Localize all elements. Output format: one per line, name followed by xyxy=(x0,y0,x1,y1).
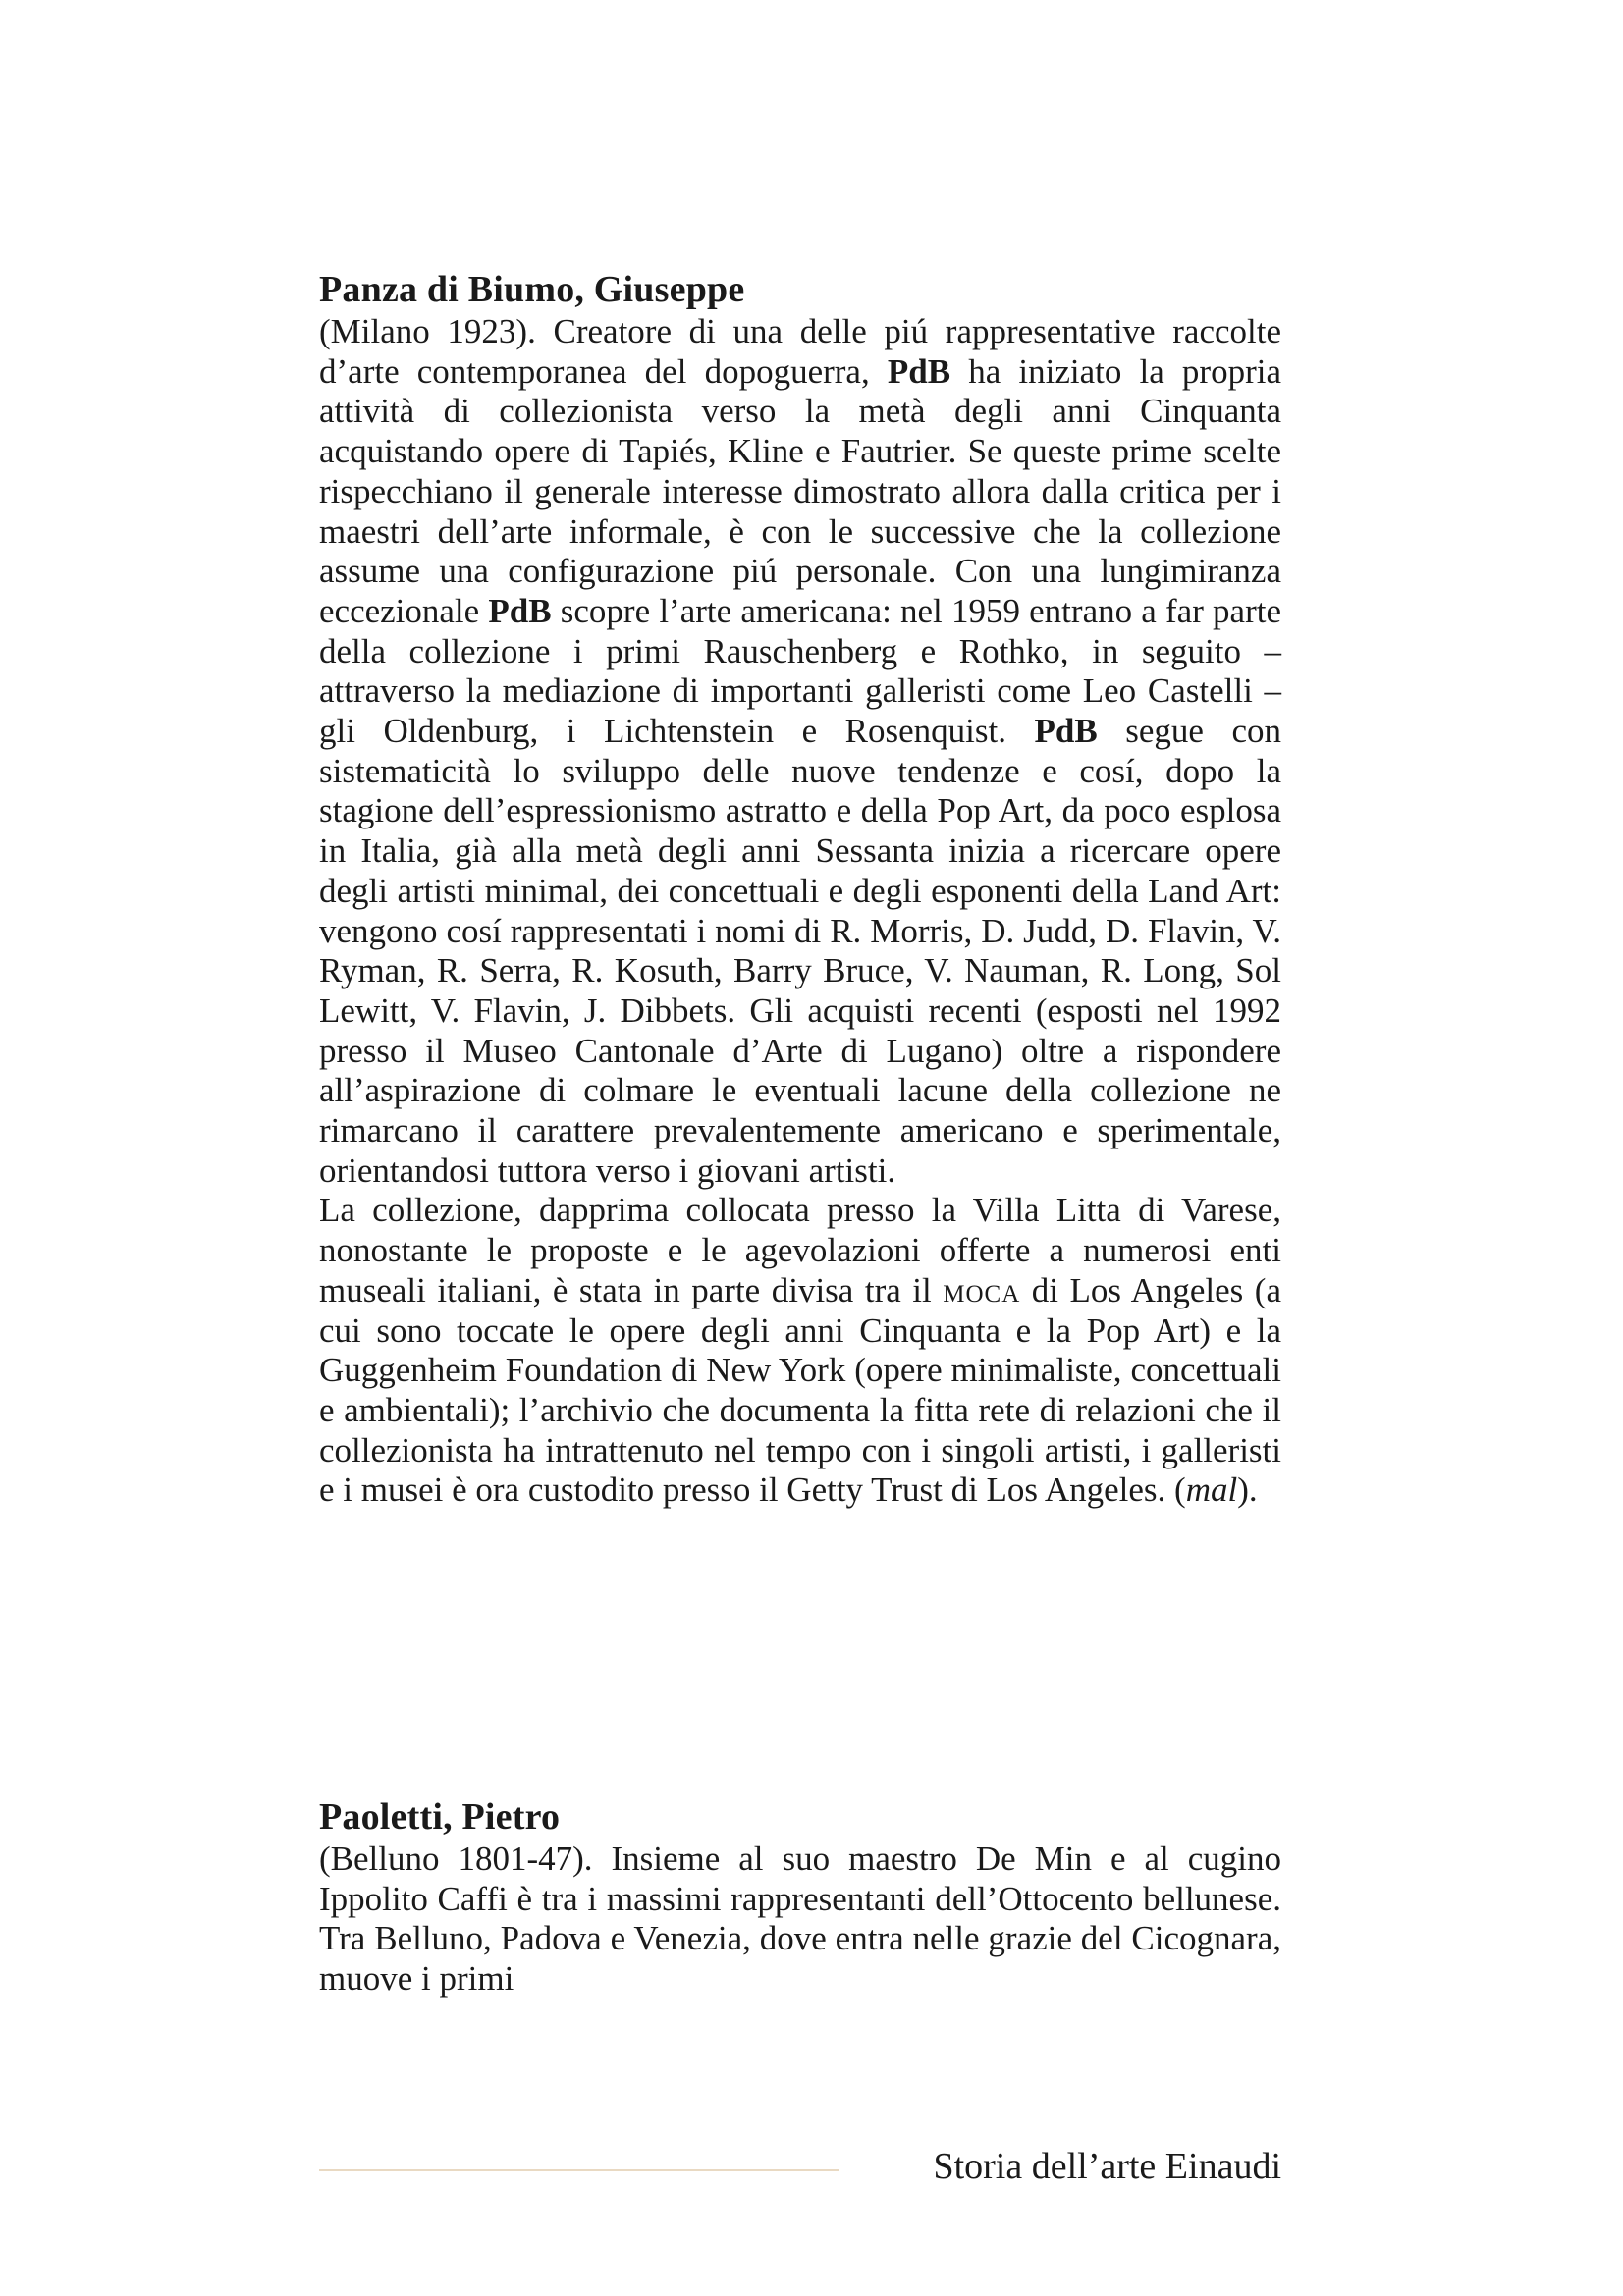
footer-publisher: Storia dell’arte Einaudi xyxy=(933,2146,1281,2187)
text-run: ha iniziato la propria attività di collezionista verso la metà degli anni Cinquanta acquistando opere di Tapiés, Kline e Fautrier. Se queste prime scelte rispecchiano il generale interesse dimostrato allora dalla critica per i maestri dell’arte informale, è con le successive che la collezione assume una configurazione piú personale. Con una lungimiranza eccezionale xyxy=(319,351,1281,630)
entry-title: Panza di Biumo, Giuseppe xyxy=(319,269,745,310)
abbreviation-pdb: PdB xyxy=(1034,712,1098,751)
page-footer xyxy=(319,2144,1281,2193)
entry-paragraph xyxy=(319,1191,1281,1511)
abbreviation-pdb: PdB xyxy=(887,351,951,391)
entry-panza-di-biumo xyxy=(319,267,1281,1511)
page-content xyxy=(319,267,1281,1999)
text-run: La collezione, dapprima collocata presso la Villa Litta di Varese, nonostante le proposte e le agevolazioni offerte a numerosi enti museali italiani, è stata in parte divisa tra il xyxy=(319,1191,1281,1309)
text-run: (Milano 1923). Creatore di una delle piú rappresentative raccolte d’arte contemporanea del dopoguerra, xyxy=(319,312,1281,391)
entry-title: Paoletti, Pietro xyxy=(319,1796,561,1838)
abbreviation-moca: moca xyxy=(943,1270,1021,1309)
text-run: ). xyxy=(1237,1470,1258,1510)
author-initials: mal xyxy=(1185,1470,1238,1510)
footer-rule xyxy=(319,2169,839,2171)
abbreviation-pdb: PdB xyxy=(488,591,552,630)
entry-paragraph xyxy=(319,312,1281,1191)
entry-paoletti xyxy=(319,1794,1281,2000)
text-run: segue con sistematicità lo sviluppo delle nuove tendenze e cosí, dopo la stagione dell’espressionismo astratto e della Pop Art, da poco esplosa in Italia, già alla metà degli anni Sessanta inizia a ricercare opere degli artisti minimal, dei concettuali e degli esponenti della Land Art: vengono cosí rappresentati i nomi di R. Morris, D. Judd, D. Flavin, V. Ryman, R. Serra, R. Kosuth, Barry Bruce, V. Nauman, R. Long, Sol Lewitt, V. Flavin, J. Dibbets. Gli acquisti recenti (esposti nel 1992 presso il Museo Cantonale d’Arte di Lugano) oltre a rispondere all’aspirazione di colmare le eventuali lacune della collezione ne rimarcano il carattere prevalentemente americano e sperimentale, orientandosi tuttora verso i giovani artisti. xyxy=(319,712,1281,1190)
entry-paragraph: (Belluno 1801-47). Insieme al suo maestro De Min e al cugino Ippolito Caffi è tra i massimi rappresentanti dell’Ottocento bellunese. Tra Belluno, Padova e Venezia, dove entra nelle grazie del Cicognara, muove i primi xyxy=(319,1840,1281,1999)
text-run: di Los Angeles (a cui sono toccate le opere degli anni Cinquanta e la Pop Art) e la Guggenheim Foundation di New York (opere minimaliste, concettuali e ambientali); l’archivio che documenta la fitta rete di relazioni che il collezionista ha intrattenuto nel tempo con i singoli artisti, i galleristi e i musei è ora custodito presso il Getty Trust di Los Angeles. ( xyxy=(319,1270,1281,1510)
text-run: scopre l’arte americana: nel 1959 entrano a far parte della collezione i primi Rauschenberg e Rothko, in seguito – attraverso la mediazione di importanti galleristi come Leo Castelli – gli Oldenburg, i Lichtenstein e Rosenquist. xyxy=(319,591,1281,751)
